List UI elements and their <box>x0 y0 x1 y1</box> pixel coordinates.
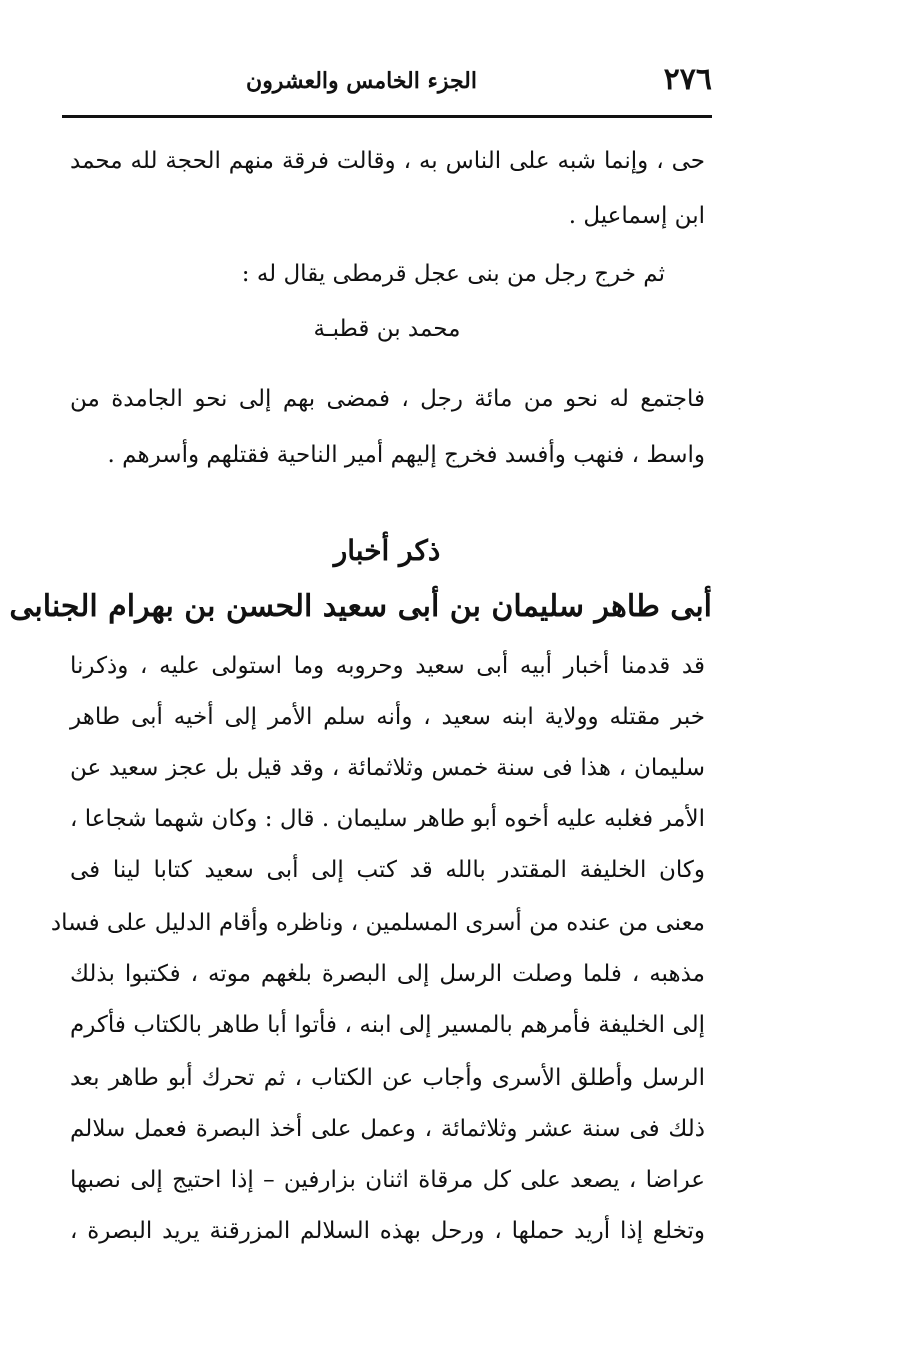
page-number: ٢٧٦ <box>663 62 712 97</box>
header-rule <box>62 115 712 118</box>
running-head: الجزء الخامس والعشرون <box>246 68 477 94</box>
text-line: ثم خرج رجل من بنى عجل قرمطى يقال له : <box>241 261 665 287</box>
text-line: إلى الخليفة فأمرهم بالمسير إلى ابنه ، فأتوا أبا طاهر بالكتاب فأكرم <box>70 1012 705 1038</box>
text-line: واسط ، فنهب وأفسد فخرج إليهم أمير الناحية فقتلهم وأسرهم . <box>107 442 705 468</box>
text-line: وتخلع إذا أريد حملها ، ورحل بهذه السلالم المزرقنة يريد البصرة ، <box>70 1218 705 1244</box>
text-line: ذلك فى سنة عشر وثلاثمائة ، وعمل على أخذ البصرة فعمل سلالم <box>70 1116 705 1142</box>
text-line: الرسل وأطلق الأسرى وأجاب عن الكتاب ، ثم تحرك أبو طاهر بعد <box>70 1065 705 1091</box>
text-line: عراضا ، يصعد على كل مرقاة اثنان بزارفين – إذا احتيج إلى نصبها <box>70 1167 705 1193</box>
text-line: وكان الخليفة المقتدر بالله قد كتب إلى أبى سعيد كتابا لينا فى <box>70 857 705 883</box>
section-heading: ذكر أخبار <box>333 534 441 567</box>
text-line: فاجتمع له نحو من مائة رجل ، فمضى بهم إلى نحو الجامدة من <box>70 386 705 412</box>
text-line: معنى من عنده من أسرى المسلمين ، وناظره وأقام الدليل على فساد <box>50 910 705 936</box>
person-name: محمد بن قطبـة <box>313 316 461 342</box>
text-line: قد قدمنا أخبار أبيه أبى سعيد وحروبه وما استولى عليه ، وذكرنا <box>70 653 705 679</box>
text-line: خبر مقتله وولاية ابنه سعيد ، وأنه سلم الأمر إلى أخيه أبى طاهر <box>70 704 705 730</box>
text-line: الأمر فغلبه عليه أخوه أبو طاهر سليمان . قال : وكان شهما شجاعا ، <box>70 806 705 832</box>
text-line: سليمان ، هذا فى سنة خمس وثلاثمائة ، وقد قيل بل عجز سعيد عن <box>70 755 705 781</box>
text-line: مذهبه ، فلما وصلت الرسل إلى البصرة بلغهم موته ، فكتبوا بذلك <box>70 961 705 987</box>
text-line: ابن إسماعيل . <box>568 203 705 229</box>
page-header <box>62 62 712 110</box>
section-subheading: أبى طاهر سليمان بن أبى سعيد الحسن بن بهرام الجنابى <box>9 589 712 624</box>
text-line: حى ، وإنما شبه على الناس به ، وقالت فرقة منهم الحجة لله محمد <box>70 148 705 174</box>
